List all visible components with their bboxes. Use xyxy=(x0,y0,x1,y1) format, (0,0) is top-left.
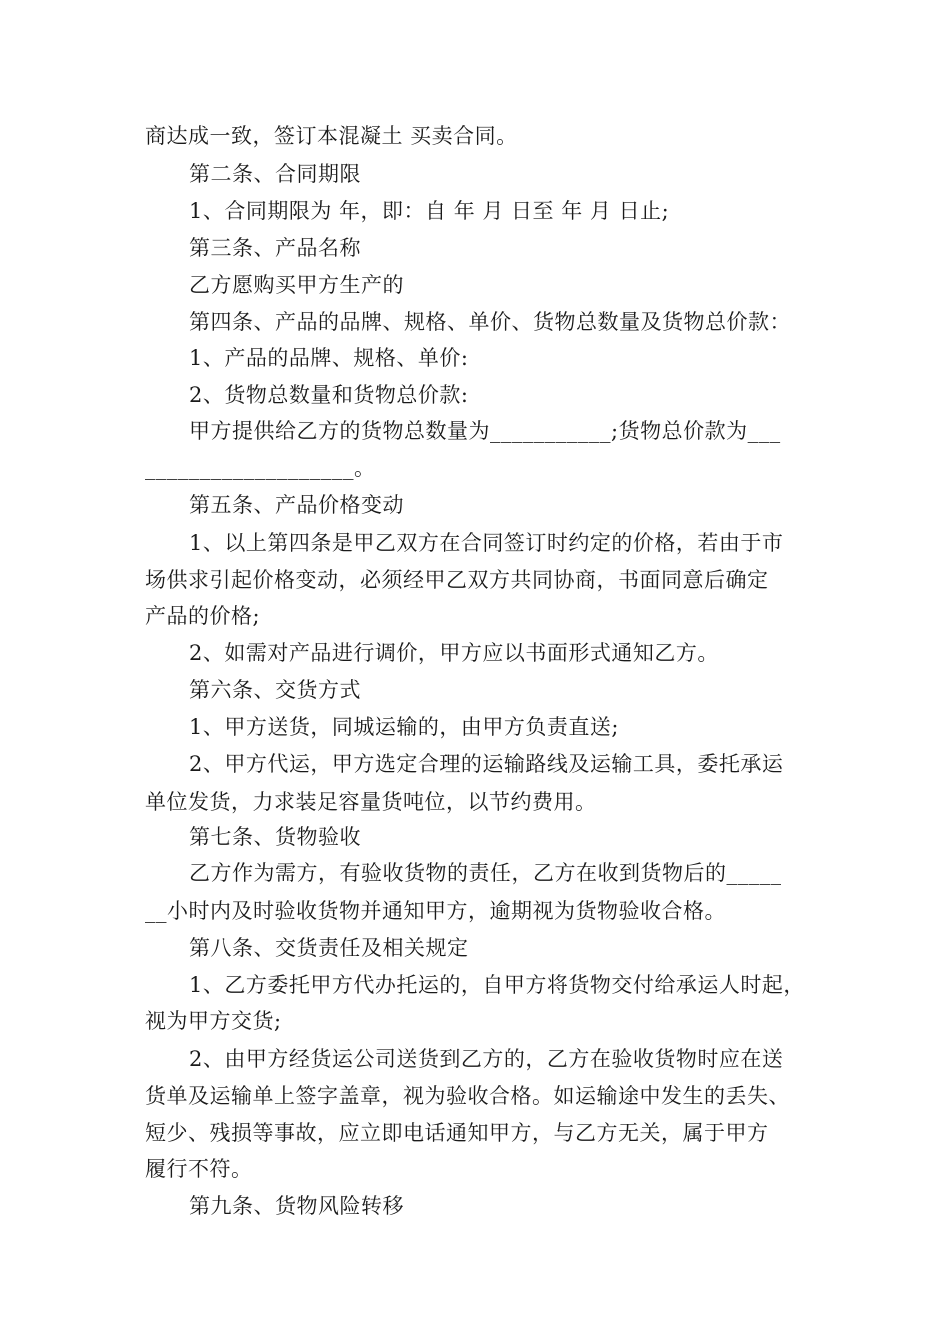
paragraph-line: 场供求引起价格变动，必须经甲乙双方共同协商，书面同意后确定 xyxy=(145,568,769,592)
article-heading: 第七条、货物验收 xyxy=(189,825,361,849)
paragraph-line: 视为甲方交货; xyxy=(145,1009,282,1033)
paragraph-line: 产品的价格; xyxy=(145,604,261,628)
article-heading: 第五条、产品价格变动 xyxy=(189,493,404,517)
paragraph-line: 乙方愿购买甲方生产的 xyxy=(189,273,404,297)
article-heading: 第六条、交货方式 xyxy=(189,678,361,702)
article-heading: 第九条、货物风险转移 xyxy=(189,1194,404,1218)
paragraph-line: 1、以上第四条是甲乙双方在合同签订时约定的价格，若由于市 xyxy=(189,531,784,555)
paragraph-line: 单位发货，力求装足容量货吨位，以节约费用。 xyxy=(145,790,597,814)
paragraph-line: 甲方提供给乙方的货物总数量为___________;货物总价款为___ xyxy=(189,419,781,443)
paragraph-line: 2、甲方代运，甲方选定合理的运输路线及运输工具，委托承运 xyxy=(189,752,784,776)
paragraph-line: 2、货物总数量和货物总价款: xyxy=(189,383,469,407)
article-heading: 第三条、产品名称 xyxy=(189,236,361,260)
paragraph-line: 1、合同期限为 年，即：自 年 月 日至 年 月 日止; xyxy=(189,199,670,223)
paragraph-line: 1、产品的品牌、规格、单价: xyxy=(189,346,469,370)
paragraph-line: 货单及运输单上签字盖章，视为验收合格。如运输途中发生的丢失、 xyxy=(145,1084,790,1108)
paragraph-line: 2、如需对产品进行调价，甲方应以书面形式通知乙方。 xyxy=(189,641,719,665)
paragraph-line: ___________________。 xyxy=(145,456,376,480)
article-heading: 第四条、产品的品牌、规格、单价、货物总数量及货物总价款： xyxy=(189,310,791,334)
paragraph-line: 2、由甲方经货运公司送货到乙方的，乙方在验收货物时应在送 xyxy=(189,1047,784,1071)
article-heading: 第二条、合同期限 xyxy=(189,162,361,186)
paragraph-line: 1、乙方委托甲方代办托运的，自甲方将货物交付给承运人时起， xyxy=(189,973,805,997)
article-heading: 第八条、交货责任及相关规定 xyxy=(189,936,469,960)
paragraph-line: __小时内及时验收货物并通知甲方，逾期视为货物验收合格。 xyxy=(145,899,726,923)
paragraph-line: 乙方作为需方，有验收货物的责任，乙方在收到货物后的_____ xyxy=(189,861,782,885)
paragraph-line: 商达成一致，签订本混凝土 买卖合同。 xyxy=(145,124,518,148)
paragraph-line: 短少、残损等事故，应立即电话通知甲方，与乙方无关，属于甲方 xyxy=(145,1121,769,1145)
paragraph-line: 1、甲方送货，同城运输的，由甲方负责直送; xyxy=(189,715,619,739)
paragraph-line: 履行不符。 xyxy=(145,1157,253,1181)
